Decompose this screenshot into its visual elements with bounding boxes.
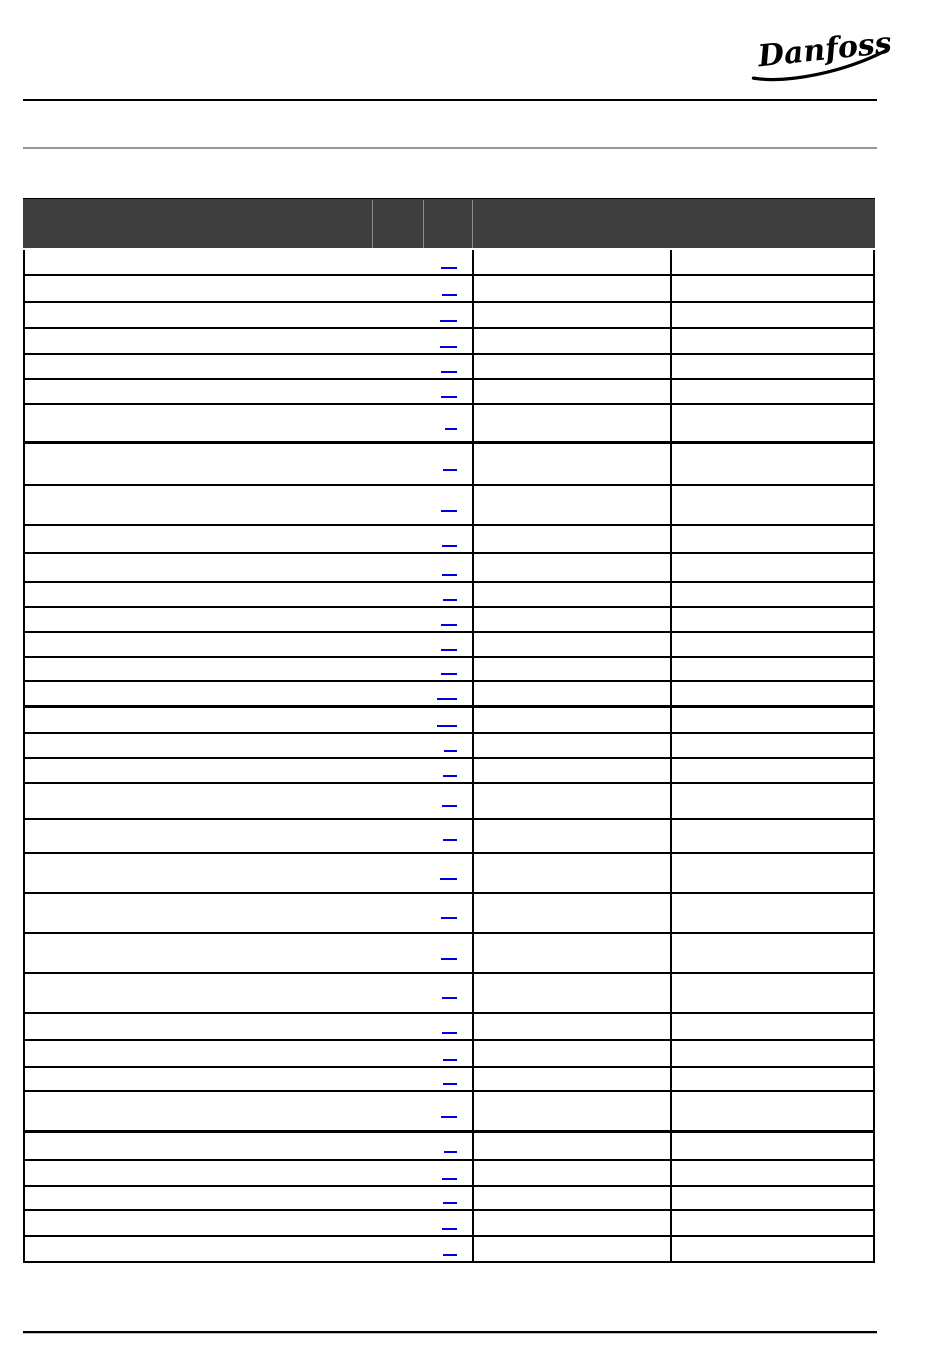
cell-description <box>670 250 873 274</box>
cell-description <box>670 1237 873 1261</box>
table-row <box>25 759 873 784</box>
cell-parameter <box>25 1187 472 1209</box>
table-row <box>25 1041 873 1068</box>
cell-description <box>670 526 873 552</box>
parameter-anchor-link[interactable] <box>442 545 457 547</box>
cell-parameter <box>25 1068 472 1090</box>
table-row <box>25 380 873 405</box>
table-row <box>25 1014 873 1041</box>
cell-parameter <box>25 784 472 818</box>
danfoss-logo <box>746 20 894 82</box>
parameter-anchor-link[interactable] <box>442 997 457 999</box>
cell-description <box>670 444 873 484</box>
cell-value <box>472 1161 670 1185</box>
cell-parameter <box>25 894 472 932</box>
cell-parameter <box>25 329 472 353</box>
parameter-anchor-link[interactable] <box>444 750 457 752</box>
cell-description <box>670 759 873 782</box>
cell-value <box>472 1041 670 1066</box>
cell-parameter <box>25 1041 472 1066</box>
parameter-anchor-link[interactable] <box>443 1202 457 1204</box>
cell-parameter <box>25 303 472 327</box>
cell-parameter <box>25 405 472 441</box>
parameter-anchor-link[interactable] <box>442 294 457 296</box>
cell-description <box>670 486 873 524</box>
table-row <box>25 303 873 329</box>
table-row <box>25 554 873 583</box>
table-row <box>25 1068 873 1092</box>
table-row <box>25 608 873 633</box>
cell-parameter <box>25 1211 472 1235</box>
header-rule-secondary <box>23 147 877 149</box>
cell-description <box>670 1161 873 1185</box>
parameter-anchor-link[interactable] <box>441 396 457 398</box>
parameter-anchor-link[interactable] <box>442 805 457 807</box>
cell-description <box>670 355 873 378</box>
table-row <box>25 444 873 486</box>
table-row <box>25 405 873 444</box>
parameter-anchor-link[interactable] <box>445 428 457 430</box>
parameter-anchor-link[interactable] <box>441 371 457 373</box>
cell-value <box>472 1092 670 1130</box>
parameter-anchor-link[interactable] <box>441 649 457 651</box>
parameter-anchor-link[interactable] <box>443 1083 457 1085</box>
cell-description <box>670 329 873 353</box>
cell-value <box>472 934 670 972</box>
parameter-anchor-link[interactable] <box>443 599 457 601</box>
cell-value <box>472 444 670 484</box>
cell-parameter <box>25 355 472 378</box>
cell-description <box>670 934 873 972</box>
cell-parameter <box>25 1161 472 1185</box>
cell-value <box>472 1211 670 1235</box>
table-row <box>25 1187 873 1211</box>
cell-value <box>472 526 670 552</box>
parameter-anchor-link[interactable] <box>441 917 457 919</box>
table-row <box>25 276 873 303</box>
cell-description <box>670 784 873 818</box>
cell-description <box>670 1068 873 1090</box>
cell-value <box>472 658 670 680</box>
table-row <box>25 633 873 658</box>
cell-value <box>472 329 670 353</box>
cell-value <box>472 1187 670 1209</box>
cell-value <box>472 276 670 301</box>
table-row <box>25 974 873 1014</box>
cell-description <box>670 1211 873 1235</box>
cell-value <box>472 405 670 441</box>
cell-value <box>472 303 670 327</box>
cell-value <box>472 633 670 656</box>
cell-value <box>472 554 670 581</box>
cell-parameter <box>25 276 472 301</box>
cell-parameter <box>25 526 472 552</box>
table-row <box>25 1092 873 1133</box>
cell-description <box>670 405 873 441</box>
table-row <box>25 1237 873 1263</box>
cell-description <box>670 608 873 631</box>
cell-parameter <box>25 1133 472 1159</box>
header-column-separator <box>372 200 373 248</box>
parameter-anchor-link[interactable] <box>441 958 457 960</box>
cell-parameter <box>25 554 472 581</box>
table-row <box>25 658 873 682</box>
cell-value <box>472 682 670 705</box>
cell-parameter <box>25 1237 472 1261</box>
cell-value <box>472 1014 670 1039</box>
cell-parameter <box>25 583 472 606</box>
cell-description <box>670 380 873 403</box>
cell-value <box>472 820 670 852</box>
cell-parameter <box>25 734 472 757</box>
parameter-anchor-link[interactable] <box>442 1178 457 1180</box>
header-column-separator <box>423 200 424 248</box>
cell-value <box>472 608 670 631</box>
cell-description <box>670 894 873 932</box>
cell-value <box>472 355 670 378</box>
parameter-anchor-link[interactable] <box>437 725 457 727</box>
parameter-anchor-link[interactable] <box>441 624 457 626</box>
cell-parameter <box>25 633 472 656</box>
cell-parameter <box>25 250 472 274</box>
cell-value <box>472 1237 670 1261</box>
parameter-anchor-link[interactable] <box>440 346 457 348</box>
logo-text: Danfoss <box>756 25 894 75</box>
cell-description <box>670 708 873 732</box>
cell-description <box>670 583 873 606</box>
cell-parameter <box>25 682 472 705</box>
parameter-anchor-link[interactable] <box>441 510 457 512</box>
parameter-anchor-link[interactable] <box>441 267 457 269</box>
table-row <box>25 854 873 894</box>
cell-description <box>670 734 873 757</box>
cell-parameter <box>25 444 472 484</box>
cell-parameter <box>25 854 472 892</box>
cell-parameter <box>25 820 472 852</box>
cell-description <box>670 820 873 852</box>
cell-parameter <box>25 486 472 524</box>
cell-parameter <box>25 1092 472 1130</box>
cell-description <box>670 633 873 656</box>
cell-parameter <box>25 608 472 631</box>
table-row <box>25 583 873 608</box>
table-row <box>25 934 873 974</box>
cell-value <box>472 708 670 732</box>
cell-parameter <box>25 759 472 782</box>
cell-parameter <box>25 934 472 972</box>
parameter-table <box>23 198 875 1263</box>
cell-value <box>472 759 670 782</box>
header-column-separator <box>472 200 473 248</box>
cell-description <box>670 1041 873 1066</box>
cell-description <box>670 554 873 581</box>
cell-parameter <box>25 658 472 680</box>
table-row <box>25 250 873 276</box>
table-header <box>23 198 875 248</box>
cell-description <box>670 1133 873 1159</box>
table-body <box>23 250 875 1263</box>
parameter-anchor-link[interactable] <box>440 878 457 880</box>
parameter-anchor-link[interactable] <box>441 673 457 675</box>
table-row <box>25 784 873 820</box>
cell-value <box>472 1133 670 1159</box>
parameter-anchor-link[interactable] <box>443 775 457 777</box>
parameter-anchor-link[interactable] <box>442 1032 457 1034</box>
cell-value <box>472 250 670 274</box>
table-row <box>25 1133 873 1161</box>
parameter-anchor-link[interactable] <box>444 1151 457 1153</box>
parameter-anchor-link[interactable] <box>442 574 457 576</box>
parameter-anchor-link[interactable] <box>437 698 457 700</box>
parameter-anchor-link[interactable] <box>441 1116 457 1118</box>
cell-description <box>670 854 873 892</box>
parameter-anchor-link[interactable] <box>443 469 457 471</box>
cell-value <box>472 854 670 892</box>
header-rule-primary <box>23 99 877 101</box>
cell-description <box>670 276 873 301</box>
parameter-anchor-link[interactable] <box>440 320 457 322</box>
cell-description <box>670 1092 873 1130</box>
cell-parameter <box>25 380 472 403</box>
table-row <box>25 329 873 355</box>
cell-value <box>472 974 670 1012</box>
cell-parameter <box>25 974 472 1012</box>
cell-description <box>670 974 873 1012</box>
table-row <box>25 486 873 526</box>
table-row <box>25 526 873 554</box>
cell-value <box>472 894 670 932</box>
table-row <box>25 1161 873 1187</box>
table-row <box>25 894 873 934</box>
cell-parameter <box>25 708 472 732</box>
table-row <box>25 355 873 380</box>
cell-value <box>472 734 670 757</box>
cell-description <box>670 1187 873 1209</box>
footer-rule <box>23 1331 877 1334</box>
table-row <box>25 734 873 759</box>
parameter-anchor-link[interactable] <box>443 1254 457 1256</box>
cell-value <box>472 784 670 818</box>
cell-description <box>670 658 873 680</box>
cell-value <box>472 380 670 403</box>
table-row <box>25 708 873 734</box>
parameter-anchor-link[interactable] <box>443 1059 457 1061</box>
parameter-anchor-link[interactable] <box>442 1228 457 1230</box>
cell-description <box>670 682 873 705</box>
cell-parameter <box>25 1014 472 1039</box>
cell-description <box>670 303 873 327</box>
parameter-anchor-link[interactable] <box>443 839 457 841</box>
cell-description <box>670 1014 873 1039</box>
table-row <box>25 1211 873 1237</box>
cell-value <box>472 1068 670 1090</box>
cell-value <box>472 583 670 606</box>
table-row <box>25 682 873 708</box>
table-row <box>25 820 873 854</box>
cell-value <box>472 486 670 524</box>
